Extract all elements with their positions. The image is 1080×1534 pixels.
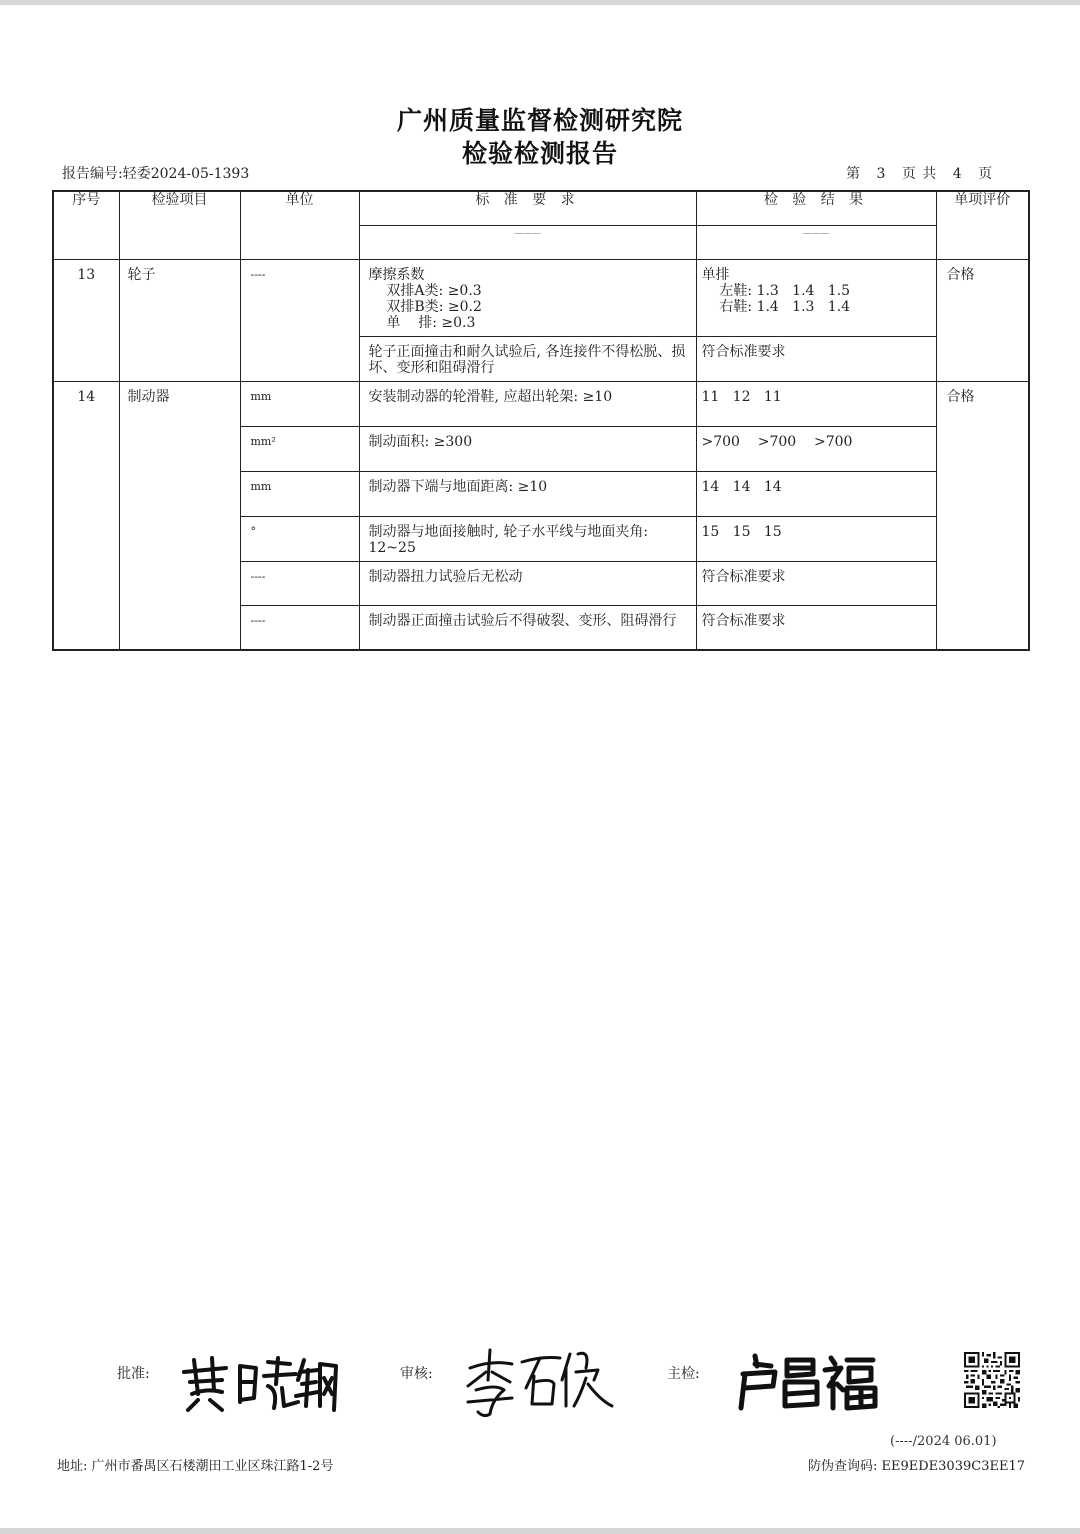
- result-line: 右鞋: 1.4 1.3 1.4: [710, 298, 851, 315]
- anti-fake-code: 防伪查询码: EE9EDE3039C3EE17: [808, 1459, 1025, 1474]
- standard-cell: [359, 259, 696, 336]
- standard-cell: [359, 561, 696, 605]
- qr-code-icon: [964, 1352, 1020, 1408]
- header-item: 检验项目: [119, 191, 240, 259]
- row-unit: mm: [240, 471, 359, 516]
- row-unit: ----: [240, 561, 359, 605]
- row-item: 制动器: [119, 381, 240, 650]
- standard-cell: [359, 605, 696, 650]
- bottom-border: [0, 1528, 1080, 1534]
- row-item: 轮子: [119, 259, 240, 381]
- approve-label: 批准:: [117, 1366, 150, 1382]
- institute-title: 广州质量监督检测研究院: [396, 106, 683, 135]
- result-text: 14 14 14: [701, 478, 782, 495]
- review-signature: [462, 1344, 622, 1418]
- page-current: 3: [876, 166, 886, 182]
- standard-line: 摩擦系数: [368, 266, 425, 283]
- standard-text: 制动器与地面接触时, 轮子水平线与地面夹角: 12~25: [368, 523, 649, 556]
- page-indicator: [846, 163, 992, 183]
- standard-text: 制动面积: ≥300: [368, 433, 473, 450]
- row-eval: 合格: [936, 381, 1029, 650]
- result-line: 左鞋: 1.3 1.4 1.5: [710, 282, 851, 299]
- table-row: [53, 259, 1029, 336]
- result-cell: [696, 516, 936, 561]
- result-text: >700 >700 >700: [701, 433, 853, 450]
- row-unit: ----: [240, 605, 359, 650]
- standard-line: 双排B类: ≥0.2: [377, 298, 482, 315]
- standard-text: 制动器正面撞击试验后不得破裂、变形、阻碍滑行: [368, 612, 677, 629]
- page-mid: 页 共: [901, 166, 937, 182]
- page-suffix: 页: [978, 166, 993, 182]
- standard-line: 双排A类: ≥0.3: [377, 282, 482, 299]
- header-result: 检 验 结 果: [696, 191, 936, 225]
- row-eval: 合格: [936, 259, 1029, 381]
- header-standard: 标 准 要 求: [359, 191, 696, 225]
- result-text: 符合标准要求: [701, 568, 786, 585]
- result-line: 单排: [701, 266, 730, 283]
- report-number: 报告编号:轻委2024-05-1393: [62, 166, 250, 182]
- header-standard-sub: ———: [359, 225, 696, 259]
- standard-line: 单 排: ≥0.3: [377, 314, 476, 331]
- form-version: (----/2024 06.01): [890, 1434, 997, 1449]
- standard-text: 轮子正面撞击和耐久试验后, 各连接件不得松脱、损坏、变形和阻碍滑行: [368, 343, 686, 376]
- row-no: 14: [53, 381, 119, 650]
- inspect-label: 主检:: [667, 1366, 700, 1382]
- top-border: [0, 0, 1080, 5]
- review-label: 审核:: [400, 1366, 433, 1382]
- standard-text: 安装制动器的轮滑鞋, 应超出轮架: ≥10: [368, 388, 613, 405]
- standard-cell: [359, 426, 696, 471]
- result-text: 15 15 15: [701, 523, 782, 540]
- standard-cell: [359, 516, 696, 561]
- standard-cell: [359, 471, 696, 516]
- inspect-signature: [735, 1350, 881, 1412]
- header-no: 序号: [53, 191, 119, 259]
- row-unit: ----: [240, 259, 359, 381]
- header-eval: 单项评价: [936, 191, 1029, 259]
- result-text: 11 12 11: [701, 388, 782, 405]
- result-text: 符合标准要求: [701, 343, 786, 360]
- result-cell: [696, 471, 936, 516]
- result-cell: [696, 426, 936, 471]
- result-text: 符合标准要求: [701, 612, 786, 629]
- report-title: 检验检测报告: [461, 139, 618, 168]
- standard-cell: [359, 381, 696, 426]
- result-cell: [696, 605, 936, 650]
- row-no: 13: [53, 259, 119, 381]
- standard-text: 制动器扭力试验后无松动: [368, 568, 523, 585]
- row-unit: mm: [240, 381, 359, 426]
- standard-cell: [359, 336, 696, 381]
- standard-text: 制动器下端与地面距离: ≥10: [368, 478, 548, 495]
- approve-signature: [178, 1350, 340, 1416]
- header-result-sub: ———: [696, 225, 936, 259]
- result-cell: [696, 259, 936, 336]
- header-unit: 单位: [240, 191, 359, 259]
- page-total: 4: [952, 166, 962, 182]
- row-unit: °: [240, 516, 359, 561]
- result-cell: [696, 561, 936, 605]
- result-cell: [696, 336, 936, 381]
- result-cell: [696, 381, 936, 426]
- inspection-table: [52, 190, 1030, 651]
- table-row: [53, 381, 1029, 426]
- page-prefix: 第: [846, 166, 860, 182]
- address-text: 地址: 广州市番禺区石楼潮田工业区珠江路1-2号: [57, 1459, 334, 1474]
- row-unit: mm²: [240, 426, 359, 471]
